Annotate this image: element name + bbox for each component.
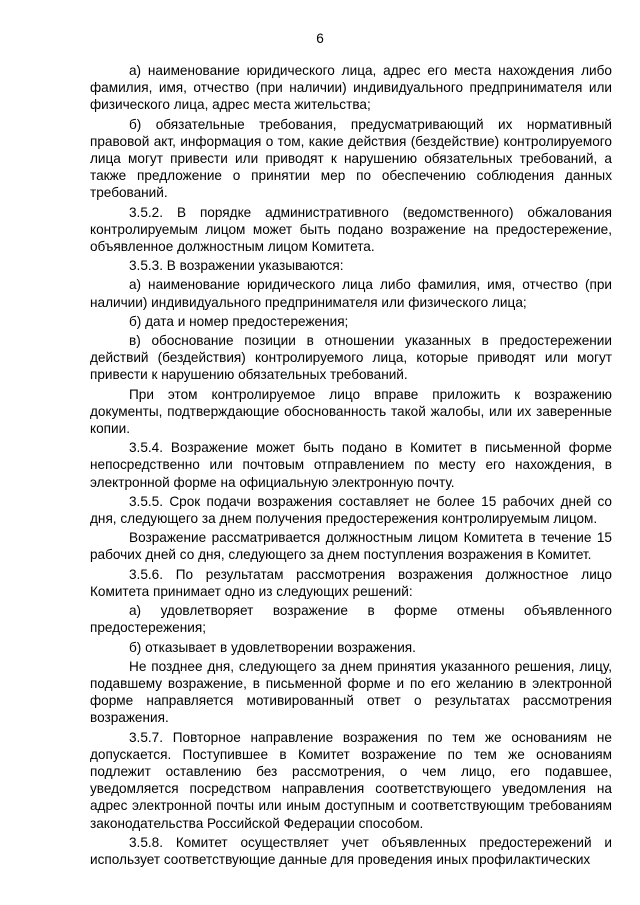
paragraph-3-5-6: 3.5.6. По результатам рассмотрения возражения должностное лицо Комитета принимает одно из следующих решений: [90,566,612,599]
document-body [90,62,612,870]
paragraph-3-5-6-a: а) удовлетворяет возражение в форме отмены объявленного предостережения; [90,603,612,636]
paragraph-attachments: При этом контролируемое лицо вправе приложить к возражению документы, подтверждающие обоснованность такой жалобы, или их заверенные копии. [90,386,612,437]
paragraph-3-5-6-b: б) отказывает в удовлетворении возражения. [129,639,416,655]
paragraph-1-a: а) наименование юридического лица, адрес его места нахождения либо фамилия, имя, отчество (при наличии) индивидуального предпринимателя или физического лица, адрес места жительства; [90,63,612,113]
paragraph-3-5-3-a: а) наименование юридического лица либо фамилия, имя, отчество (при наличии) индивидуального предпринимателя или физического лица; [90,277,612,310]
paragraph-3-5-3-b: б) дата и номер предостережения; [129,313,349,329]
paragraph-3-5-2: 3.5.2. В порядке административного (ведомственного) обжалования контролируемым лицом может быть подано возражение на предостережение, объявленное должностным лицом Комитета. [90,204,612,255]
paragraph-3-5-4: 3.5.4. Возражение может быть подано в Комитет в письменной форме непосредственно или почтовым отправлением по месту его нахождения, в электронной форме на официальную электронную почту. [90,440,612,490]
paragraph-3-5-3: 3.5.3. В возражении указываются: [129,258,344,274]
page-number: 6 [316,31,324,46]
paragraph-review-term: Возражение рассматривается должностным лицом Комитета в течение 15 рабочих дней со дня, следующего за днем поступления возражения в Комитет. [90,530,612,563]
paragraph-3-5-5: 3.5.5. Срок подачи возражения составляет не более 15 рабочих дней со дня, следующего за днем получения предостережения контролируемым лицом. [90,493,612,527]
paragraph-response: Не позднее дня, следующего за днем принятия указанного решения, лицу, подавшему возражение, в письменной форме и по его желанию в электронной форме направляется мотивированный ответ о результатах рассмотрения возражения. [90,658,612,726]
paragraph-1-b: б) обязательные требования, предусматривающий их нормативный правовой акт, информация о том, какие действия (бездействие) контролируемого лица могут привести или приводят к нарушению обязательных требований, а также предложение о принятии мер по обеспечению соблюдения данных требований. [90,116,612,201]
paragraph-3-5-3-c: в) обоснование позиции в отношении указанных в предостережении действий (бездействия) контролируемого лица, которые приводят или могут привести к нарушению обязательных требований. [90,333,612,383]
paragraph-3-5-7: 3.5.7. Повторное направление возражения по тем же основаниям не допускается. Поступившее в Комитет возражение по тем же основаниям подлежит оставлению без рассмотрения, о чем лицо, его подавшее, уведомляется посредством направления соответствующего уведомления на адрес электронной почты или иным доступным и соответствующим требованиям законодательства Российской Федерации способом. [90,729,612,831]
paragraph-3-5-8: 3.5.8. Комитет осуществляет учет объявленных предостережений и использует соответствующие данные для проведения иных профилактических [90,834,612,867]
